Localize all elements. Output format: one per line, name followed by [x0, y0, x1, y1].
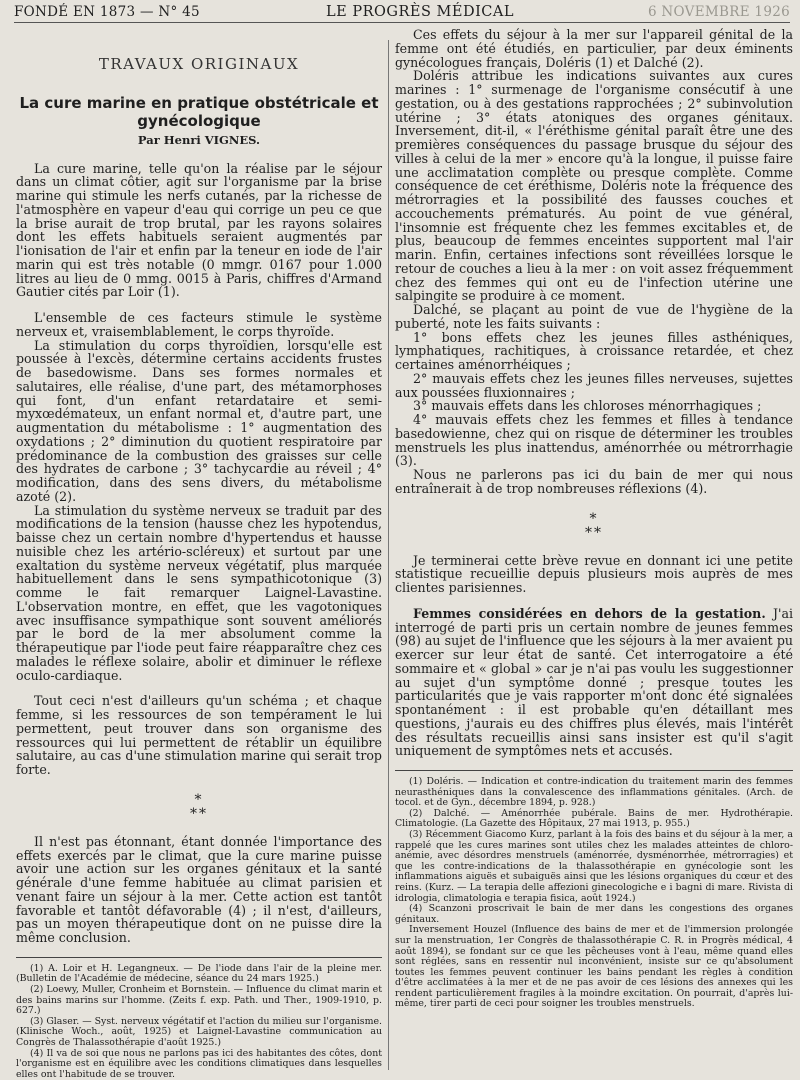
right-paragraph-1: Ces effets du séjour à la mer sur l'appareil génital de la femme ont été étudiés, en particulier, par deux éminents gynécologues français, Doléris (1) et Dalché (2). [395, 28, 793, 69]
left-paragraph-6: Il n'est pas étonnant, étant donnée l'importance des effets exercés par le climat, que la cure marine puisse avoir une action sur les organes génitaux et la santé générale d'une femme habituée au climat parisien et venant faire un séjour à la mer. Cette action est tantôt favorable et tantôt défavorable (4) ; il n'est, d'ailleurs, pas un moyen thérapeutique dont on ne puisse dire la même conclusion. [16, 835, 382, 945]
footnote: (4) Il va de soi que nous ne parlons pas ici des habitantes des côtes, dont l'organisme est en équilibre avec les conditions climatiques dans lesquelles elles ont l'habitude de se trouver. [16, 1049, 382, 1080]
section-separator-stars: * ** [395, 512, 793, 540]
right-paragraph-7: 4° mauvais effets chez les femmes et filles à tendance basedowienne, chez qui on risque de déterminer les troubles menstruels les plus inattendus, aménorrhée ou métrorrhagie (3). [395, 413, 793, 468]
left-paragraph-3: La stimulation du corps thyroïdien, lorsqu'elle est poussée à l'excès, détermine certains accidents frustes de basedowisme. Dans ses formes normales et salutaires, elle réalise, d'une part, des métamorphoses qui font, d'un enfant retardataire et semi-myxœdémateux, un enfant normal et, d'autre part, une augmentation du métabolisme : 1° augmentation des oxydations ; 2° diminution du quotient respiratoire par prédominance de la combustion des graisses sur celle des hydrates de carbone ; 3° tachycardie au réveil ; 4° modification, dans des sens divers, du métabolisme azoté (2). [16, 339, 382, 504]
column-divider [388, 40, 389, 1070]
header-journal-title: LE PROGRÈS MÉDICAL [326, 4, 514, 20]
right-paragraph-6: 3° mauvais effets dans les chloroses ménorrhagiques ; [395, 399, 793, 413]
left-paragraph-5: Tout ceci n'est d'ailleurs qu'un schéma ; et chaque femme, si les ressources de son tempérament le lui permettent, peut trouver dans son organisme des ressources qui lui permettent de rétablir un équilibre salutaire, au cas d'une stimulation marine qui serait trop forte. [16, 694, 382, 777]
left-paragraph-1: La cure marine, telle qu'on la réalise par le séjour dans un climat côtier, agit sur l'organisme par la brise marine qui stimule les nerfs cutanés, par la richesse de l'atmosphère en vapeur d'eau qui corrige un peu ce que la brise aurait de trop brutal, par les rayons solaires dont les effets habituels seraient augmentés par l'ionisation de l'air et enfin par la teneur en iode de l'air marin qui est très notable (0 mmgr. 0167 pour 1.000 litres au lieu de 0 mmg. 0015 à Paris, chiffres d'Armand Gautier cités par Loir (1). [16, 162, 382, 300]
footnote: (2) Loewy, Muller, Cronheim et Bornstein. — Influence du climat marin et des bains marins sur l'homme. (Zeits f. exp. Path. und Ther., 1909-1910, p. 627.) [16, 985, 382, 1017]
right-footnote-rule [395, 770, 793, 771]
footnote: (4) Scanzoni proscrivait le bain de mer dans les congestions des organes génitaux. [395, 904, 793, 925]
right-paragraph-5: 2° mauvais effets chez les jeunes filles nerveuses, sujettes aux poussées fluxionnaires ; [395, 372, 793, 400]
footnote: (3) Glaser. — Syst. nerveux végétatif et l'action du milieu sur l'organisme. (Klinische Woch., août, 1925) et Laignel-Lavastine communication au Congrès de Thalassothérapie d'août 1925.) [16, 1017, 382, 1049]
header-founded-issue: FONDÉ EN 1873 — N° 45 [14, 4, 200, 20]
right-paragraph-8: Nous ne parlerons pas ici du bain de mer qui nous entraînerait à de trop nombreuses réflexions (4). [395, 468, 793, 496]
running-header [14, 4, 794, 24]
left-footnotes [16, 964, 382, 1080]
footnote: (3) Récemment Giacomo Kurz, parlant à la fois des bains et du séjour à la mer, a rappelé que les cures marines sont utiles chez les malades atteintes de chloro-anémie, avec désordres menstruels (aménorrée, dysménorrhée, métrorragies) et que les contre-indications de la thalassothérapie en gynécologie sont les inflammations aiguës et subaiguës ainsi que les lésions organiques du cœur et des reins. (Kurz. — La terapia delle affezioni ginecologiche e i bagni di mare. Rivista di idrologia, climatologia e terapia fisica, août 1924.) [395, 830, 793, 904]
right-column [395, 28, 793, 1072]
right-paragraph-4: 1° bons effets chez les jeunes filles asthéniques, lymphatiques, rachitiques, à croissance retardée, et chez certaines aménorrhéiques ; [395, 331, 793, 372]
section-title: TRAVAUX ORIGINAUX [16, 58, 382, 72]
right-paragraph-10-text: J'ai interrogé de parti pris un certain nombre de jeunes femmes (98) au sujet de l'influence que les séjours à la mer avaient pu exercer sur leur état de santé. Cet interrogatoire a été sommaire et « global » car je n'ai pas voulu les suggestionner au sujet d'un symptôme donné ; presque toutes les particularités que je vais rapporter m'ont donc été signalées spontanément : il est probable qu'en détaillant mes questions, j'aurais eu des chiffres plus élevés, mais l'intérêt des résultats recueillis ainsi sans insister est qu'il s'agit uniquement de symptômes nets et accusés. [395, 606, 793, 759]
left-footnote-rule [16, 957, 382, 958]
left-column [16, 28, 382, 1072]
article-byline: Par Henri VIGNES. [16, 134, 382, 148]
header-date: 6 NOVEMBRE 1926 [648, 4, 790, 20]
left-paragraph-2: L'ensemble de ces facteurs stimule le système nerveux et, vraisemblablement, le corps thyroïde. [16, 311, 382, 339]
footnote: (1) A. Loir et H. Legangneux. — De l'iode dans l'air de la pleine mer. (Bulletin de l'Académie de médecine, séance du 24 mars 1925.) [16, 964, 382, 985]
header-rule [14, 22, 790, 23]
section-separator-stars: * ** [16, 793, 382, 821]
left-paragraph-4: La stimulation du système nerveux se traduit par des modifications de la tension (hausse chez les hypotendus, baisse chez un certain nombre d'hypertendus et hausse nuisible chez les artério-scléreux) et surtout par une exaltation du système nerveux végétatif, plus marquée habituellement dans le sens sympathicotonique (3) comme le fait remarquer Laignel-Lavastine. L'observation montre, en effet, que les vagotoniques avec insuffisance sympathique sont souvent améliorés par le bord de la mer absolument comme la thérapeutique par l'iode peut faire réapparaître chez ces malades le réflexe solaire, abolir et diminuer le réflexe oculo-cardiaque. [16, 504, 382, 683]
footnote: (2) Dalché. — Aménorrhée pubérale. Bains de mer. Hydrothérapie. Climatologie. (La Gazette des Hôpitaux, 27 mai 1913, p. 955.) [395, 809, 793, 830]
right-paragraph-3: Dalché, se plaçant au point de vue de l'hygiène de la puberté, note les faits suivants : [395, 303, 793, 331]
right-paragraph-9: Je terminerai cette brève revue en donnant ici une petite statistique recueillie depuis plusieurs mois auprès de mes clientes parisiennes. [395, 554, 793, 595]
article-title: La cure marine en pratique obstétricale et gynécologique [16, 94, 382, 130]
subsection-heading: Femmes considérées en dehors de la gestation. [413, 606, 766, 621]
right-footnotes [395, 777, 793, 1010]
right-paragraph-2: Doléris attribue les indications suivantes aux cures marines : 1° surmenage de l'organisme consécutif à une gestation, ou à des gestations rapprochées ; 2° subinvolution utérine ; 3° états atoniques des organes génitaux. Inversement, dit-il, « l'éréthisme génital paraît être une des premières conséquences du passage brusque du séjour des villes à celui de la mer » encore qu'à la longue, il puisse faire une acclimatation complète ou presque complète. Comme conséquence de cet éréthisme, Doléris note la fréquence des métrorragies et la possibilité des fausses couches et accouchements prématurés. Au point de vue général, l'insomnie est fréquente chez les femmes excitables et, de plus, beaucoup de femmes enceintes supportent mal l'air marin. Enfin, certaines infections sont réveillées lorsque le retour de couches a lieu à la mer : on voit assez fréquemment chez des femmes qui ont eu de l'infection utérine une salpingite se produire à ce moment. [395, 69, 793, 303]
footnote: (1) Doléris. — Indication et contre-indication du traitement marin des femmes neurasthéniques dans la convalescence des inflammations génitales. (Arch. de tocol. et de Gyn., décembre 1894, p. 928.) [395, 777, 793, 809]
footnote: Inversement Houzel (Influence des bains de mer et de l'immersion prolongée sur la menstruation, 1er Congrès de thalassothérapie C. R. in Progrès médical, 4 août 1894), se fondant sur ce que les pêcheuses vont à l'eau, même quand elles sont réglées, sans en ressentir nul inconvénient, insiste sur ce qu'absolument toutes les femmes peuvent continuer les bains pendant les règles à condition d'être acclimatées à la mer et de ne pas avoir de ces lésions des annexes qui les rendent particulièrement fragiles à la moindre excitation. On pourrait, d'après lui-même, tirer parti de ceci pour soigner les troubles menstruels. [395, 925, 793, 1010]
right-paragraph-10 [395, 607, 793, 758]
